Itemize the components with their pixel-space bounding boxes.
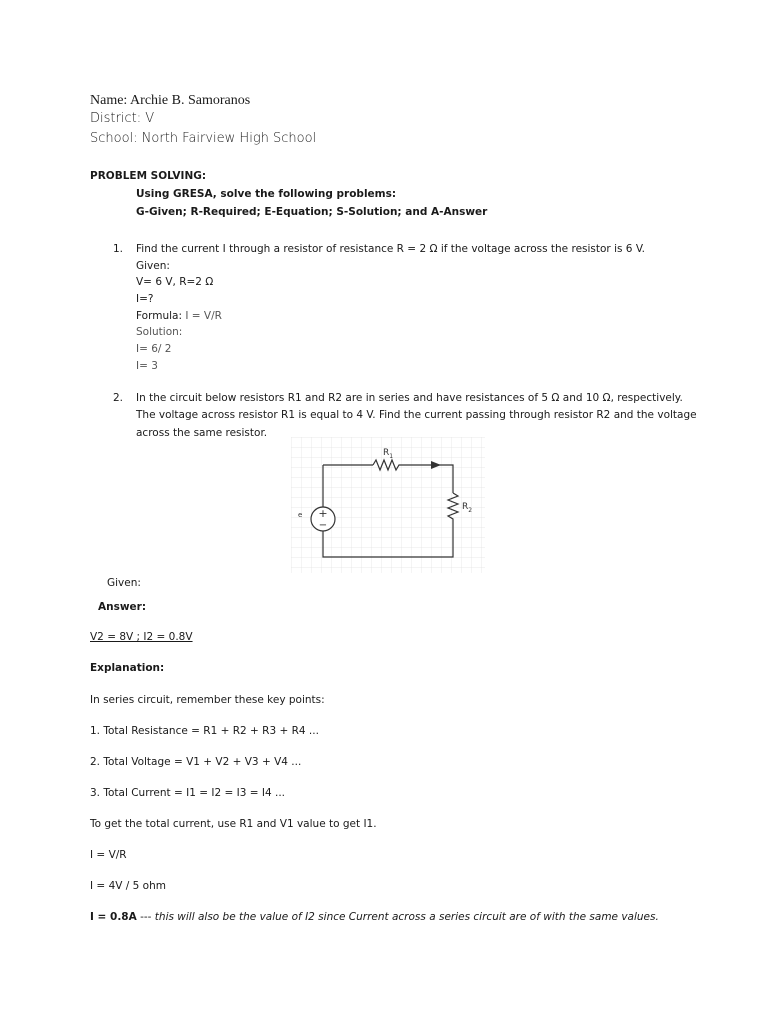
series-circuit-diagram [291, 437, 485, 573]
school-line: School: North Fairview High School [90, 131, 317, 146]
problem-2-question-2: The voltage across resistor R1 is equal to 4 V. Find the current passing through resistor R2 and the voltage [136, 409, 697, 421]
r1-label: $R_1$ [383, 448, 394, 460]
source-label: e [298, 511, 303, 519]
explanation-point-2: 2. Total Voltage = V1 + V2 + V3 + V4 ... [90, 756, 302, 768]
problem-2-question-1: In the circuit below resistors R1 and R2 are in series and have resistances of 5 Ω and 10 Ω, respectively. [136, 392, 683, 404]
section-title: PROBLEM SOLVING: [90, 170, 207, 182]
problem-2-given-label: Given: [107, 577, 141, 589]
problem-1-given-2: I=? [136, 293, 154, 305]
problem-1-number: 1. [113, 243, 124, 255]
explanation-point-3: 3. Total Current = I1 = I2 = I3 = I4 ... [90, 787, 286, 799]
name-line: Name: Archie B. Samoranos [90, 93, 251, 108]
r2-label: $R_2$ [462, 502, 473, 514]
equation-1: I = V/R [90, 849, 127, 861]
problem-1-solution-2: I= 3 [136, 360, 158, 372]
explanation-point-1: 1. Total Resistance = R1 + R2 + R3 + R4 ... [90, 725, 319, 737]
instruction-1: Using GRESA, solve the following problems: [136, 188, 397, 200]
final-statement [90, 910, 659, 924]
final-dashes: --- [136, 911, 155, 923]
equation-2: I = 4V / 5 ohm [90, 880, 166, 892]
problem-1-given-1: V= 6 V, R=2 Ω [136, 276, 214, 288]
source-minus: − [318, 520, 328, 531]
answer-value: V2 = 8V ; I2 = 0.8V [90, 631, 193, 643]
problem-1-solution-1: I= 6/ 2 [136, 343, 172, 355]
final-note: this will also be the value of I2 since Current across a series circuit are of with the same values. [154, 911, 659, 923]
district-line: District: V [90, 111, 155, 126]
explanation-label: Explanation: [90, 662, 165, 674]
formula-label: Formula: [136, 310, 182, 322]
problem-2-question-3: across the same resistor. [136, 427, 268, 439]
explanation-intro: In series circuit, remember these key points: [90, 694, 325, 706]
problem-1-solution-label: Solution: [136, 326, 183, 338]
problem-1-formula [136, 309, 222, 323]
answer-label: Answer: [98, 601, 147, 613]
problem-1-given-label: Given: [136, 260, 170, 272]
formula-value: I = V/R [182, 310, 222, 322]
problem-2-number: 2. [113, 392, 124, 404]
final-result: I = 0.8A [90, 911, 137, 923]
source-plus: + [318, 507, 328, 520]
problem-1-question: Find the current I through a resistor of resistance R = 2 Ω if the voltage across the resistor is 6 V. [136, 243, 645, 255]
total-current-note: To get the total current, use R1 and V1 value to get I1. [90, 818, 377, 830]
instruction-2: G-Given; R-Required; E-Equation; S-Solution; and A-Answer [136, 206, 488, 218]
